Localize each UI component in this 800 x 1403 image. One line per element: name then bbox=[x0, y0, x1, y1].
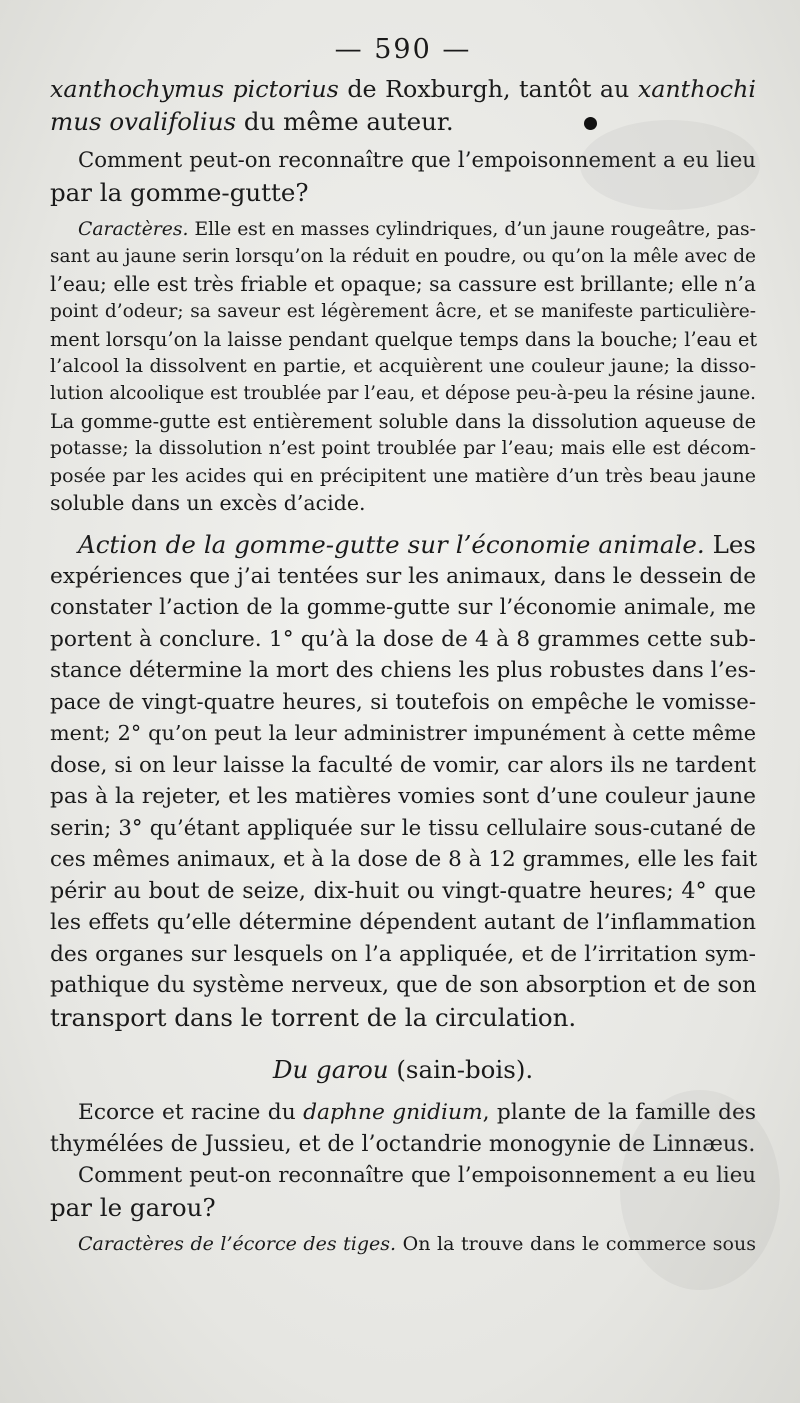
text-line: dose, si on leur laisse la faculté de vomir, car alors ils ne tardent bbox=[50, 752, 756, 778]
text-line: lution alcoolique est troublée par l’eau, et dépose peu-à-peu la résine jaune. bbox=[50, 383, 756, 405]
characters-paragraph bbox=[50, 216, 756, 517]
text-line: sant au jaune serin lorsqu’on la réduit en poudre, ou qu’on la mêle avec de bbox=[50, 246, 756, 268]
text-line: par la gomme-gutte? bbox=[50, 177, 309, 207]
text-line: périr au bout de seize, dix-huit ou vingt-quatre heures; 4° que bbox=[50, 877, 756, 904]
text-line: Ecorce et racine du daphne gnidium, plante de la famille des bbox=[78, 1100, 757, 1126]
text-line: par le garou? bbox=[50, 1192, 216, 1222]
text-line: soluble dans un excès d’acide. bbox=[50, 491, 366, 516]
text-line: pace de vingt-quatre heures, si toutefois on empêche le vomisse- bbox=[50, 689, 756, 715]
text-line: Comment peut-on reconnaître que l’empoisonnement a eu lieu bbox=[78, 1163, 756, 1189]
text-line: posée par les acides qui en précipitent une matière d’un très beau jaune bbox=[50, 464, 756, 487]
text-line: pathique du système nerveux, que de son absorption et de son bbox=[50, 972, 757, 999]
action-label: Action de la gomme-gutte sur l’économie animale. bbox=[78, 530, 705, 560]
characters-label: Caractères. bbox=[78, 219, 189, 240]
text-line: mus ovalifolius du même auteur. bbox=[50, 106, 756, 138]
text-line: thymélées de Jussieu, et de l’octandrie monogynie de Linnæus. bbox=[50, 1131, 756, 1157]
section-heading: Du garou (sain-bois). bbox=[272, 1055, 534, 1085]
text-line: constater l’action de la gomme-gutte sur l’économie animale, me bbox=[50, 595, 756, 621]
characters-label-2: Caractères de l’écorce des tiges. bbox=[78, 1233, 397, 1256]
question-paragraph bbox=[50, 145, 756, 208]
text-line: ment; 2° qu’on peut la leur administrer impunément à cette même bbox=[50, 721, 756, 746]
text-line: xanthochymus pictorius de Roxburgh, tantôt au xanthochi bbox=[50, 75, 756, 103]
characters-paragraph-2 bbox=[50, 1231, 756, 1258]
text-line: transport dans le torrent de la circulation. bbox=[50, 1002, 577, 1032]
text-line: l’alcool la dissolvent en partie, et acquièrent une couleur jaune; la disso- bbox=[50, 355, 756, 378]
text-line: ment lorsqu’on la laisse pendant quelque temps dans la bouche; l’eau et bbox=[50, 327, 758, 351]
text-line: Caractères de l’écorce des tiges. On la trouve dans le commerce sous bbox=[78, 1233, 756, 1256]
text-line: potasse; la dissolution n’est point troublée par l’eau; mais elle est décom- bbox=[50, 438, 756, 460]
text-line: Caractères. Elle est en masses cylindriques, d’un jaune rougeâtre, pas- bbox=[78, 219, 756, 240]
text-line: portent à conclure. 1° qu’à la dose de 4 à 8 grammes cette sub- bbox=[50, 626, 756, 652]
text-line: des organes sur lesquels on l’a appliquée, et de l’irritation sym- bbox=[50, 941, 756, 967]
text-line: Action de la gomme-gutte sur l’économie animale. Les bbox=[78, 530, 756, 560]
text-line: l’eau; elle est très friable et opaque; sa cassure est brillante; elle n’a bbox=[50, 271, 756, 296]
text-line: Comment peut-on reconnaître que l’empoisonnement a eu lieu bbox=[78, 148, 756, 173]
text-line: La gomme-gutte est entièrement soluble dans la dissolution aqueuse de bbox=[50, 409, 756, 433]
text-line: serin; 3° qu’étant appliquée sur le tissu cellulaire sous-cutané de bbox=[50, 815, 756, 841]
text-line: point d’odeur; sa saveur est légèrement âcre, et se manifeste particulière- bbox=[50, 301, 756, 323]
continuation-paragraph bbox=[50, 74, 756, 137]
text-line: pas à la rejeter, et les matières vomies sont d’une couleur jaune bbox=[50, 784, 756, 810]
ecorce-paragraph bbox=[50, 1097, 756, 1160]
question-paragraph-2 bbox=[50, 1160, 756, 1223]
text-line: ces mêmes animaux, et à la dose de 8 à 12 grammes, elle les fait bbox=[50, 847, 758, 873]
text-line: expériences que j’ai tentées sur les animaux, dans le dessein de bbox=[50, 563, 757, 589]
text-line: stance détermine la mort des chiens les plus robustes dans l’es- bbox=[50, 658, 756, 684]
ink-dot bbox=[584, 117, 597, 130]
page-number: — 590 — bbox=[334, 34, 472, 65]
text-line: les effets qu’elle détermine dépendent autant de l’inflammation bbox=[50, 910, 756, 936]
action-paragraph bbox=[50, 529, 756, 1033]
